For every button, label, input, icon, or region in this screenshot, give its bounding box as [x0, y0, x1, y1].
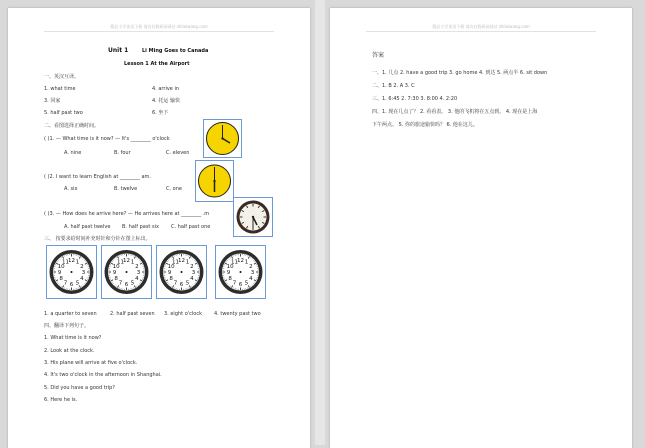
q3-option: B. half past six [122, 224, 159, 230]
answer-title: 答案 [372, 53, 384, 59]
svg-text:2: 2 [249, 264, 253, 270]
s4-item: 4. It's two o'clock in the afternoon in Shanghai. [44, 372, 162, 378]
s4-item: 6. Here he is. [44, 397, 77, 403]
s1-item: 1. what time [44, 86, 76, 92]
page-header: 精品小学英语下载 请访问数研园网站 zhileiwang.com [330, 24, 632, 30]
s4-item: 5. Did you have a good trip? [44, 385, 115, 391]
q1-option: B. four [114, 150, 131, 156]
svg-text:11: 11 [62, 260, 69, 266]
s4-item: 3. His plane will arrive at five o'clock. [44, 360, 137, 366]
svg-text:4: 4 [190, 276, 194, 282]
clock-image-four [203, 119, 242, 158]
svg-text:7: 7 [64, 280, 68, 286]
svg-text:10: 10 [113, 264, 120, 270]
page-gutter [315, 0, 325, 445]
svg-text:10: 10 [168, 264, 175, 270]
blank-clock-face [101, 245, 152, 299]
svg-text:6: 6 [70, 282, 74, 288]
answer-line: 下午两点。 5. 你的旅途愉快吗？ 6. 他在这儿。 [372, 122, 478, 128]
unit-name: Li Ming Goes to Canada [142, 48, 208, 54]
unit-title: Unit 1 [108, 48, 128, 54]
q1-option: A. nine [64, 150, 81, 156]
svg-text:5: 5 [131, 280, 135, 286]
q3-option: C. half past one [171, 224, 210, 230]
clock-image-half-past [233, 197, 273, 237]
s4-item: 1. What time is it now? [44, 335, 101, 341]
answer-line: 一、1. 几点 2. have a good trip 3. go home 4. 到达 5. 两点半 6. sit down [372, 70, 547, 76]
svg-text:12: 12 [237, 258, 244, 264]
s4-item: 2. Look at the clock. [44, 348, 95, 354]
worksheet-page [8, 8, 310, 448]
svg-text:1: 1 [76, 260, 80, 266]
svg-text:3: 3 [192, 270, 196, 276]
svg-text:3: 3 [251, 270, 255, 276]
clock-label: 1. a quarter to seven [44, 311, 97, 317]
svg-text:9: 9 [227, 270, 231, 276]
svg-text:4: 4 [249, 276, 253, 282]
blank-clock-face [215, 245, 266, 299]
svg-text:8: 8 [59, 276, 63, 282]
svg-text:9: 9 [113, 270, 117, 276]
svg-text:1: 1 [245, 260, 249, 266]
section-2-heading: 二、看图选择正确时间。 [44, 123, 99, 129]
svg-text:4: 4 [80, 276, 84, 282]
answer-page [330, 8, 632, 448]
svg-text:4: 4 [135, 276, 139, 282]
svg-text:11: 11 [231, 260, 238, 266]
q2-option: C. one [166, 186, 182, 192]
svg-text:7: 7 [233, 280, 237, 286]
svg-text:9: 9 [58, 270, 62, 276]
svg-text:11: 11 [117, 260, 124, 266]
clock-label: 4. twenty past two [214, 311, 261, 317]
svg-text:2: 2 [80, 264, 84, 270]
answer-line: 四、1. 现在几点了？ 2. 看看表。 3. 他的飞机将在五点到。 4. 现在是上海 [372, 109, 537, 115]
section-4-heading: 四、翻译下列句子。 [44, 323, 89, 329]
svg-text:12: 12 [123, 258, 130, 264]
svg-text:6: 6 [239, 282, 243, 288]
lesson-title: Lesson 1 At the Airport [124, 61, 190, 67]
answer-line: 三、1. 6:45 2. 7:30 3. 8:00 4. 2:20 [372, 96, 457, 102]
question-3: ( )3. — How does he arrive here? — He arrives here at ________ .m [44, 211, 209, 217]
clock-label: 3. eight o'clock [164, 311, 202, 317]
svg-text:12: 12 [178, 258, 185, 264]
svg-text:11: 11 [172, 260, 179, 266]
svg-text:5: 5 [186, 280, 190, 286]
svg-text:1: 1 [131, 260, 135, 266]
q1-option: C. eleven [166, 150, 189, 156]
svg-text:10: 10 [58, 264, 65, 270]
svg-text:3: 3 [137, 270, 141, 276]
svg-text:5: 5 [245, 280, 249, 286]
svg-text:2: 2 [135, 264, 139, 270]
section-3-heading: 三、 按要求给时间补充时针和分针在图上标出。 [44, 236, 151, 242]
svg-text:12: 12 [68, 258, 75, 264]
svg-text:5: 5 [76, 280, 80, 286]
svg-text:9: 9 [168, 270, 172, 276]
s1-item: 5. half past two [44, 110, 83, 116]
svg-text:8: 8 [114, 276, 118, 282]
blank-clock-face [46, 245, 97, 299]
svg-text:1: 1 [186, 260, 190, 266]
q2-option: B. twelve [114, 186, 137, 192]
header-divider [366, 31, 596, 32]
s1-item: 6. 坐下 [152, 110, 168, 116]
svg-text:2: 2 [190, 264, 194, 270]
q2-option: A. six [64, 186, 77, 192]
svg-text:7: 7 [119, 280, 123, 286]
blank-clock-face [156, 245, 207, 299]
answer-line: 二、1. B 2. A 3. C [372, 83, 415, 89]
s1-item: 4. arrive in [152, 86, 179, 92]
q3-option: A. half past twelve [64, 224, 110, 230]
clock-label: 2. half past seven [110, 311, 155, 317]
clock-image-six [195, 160, 234, 202]
svg-text:6: 6 [180, 282, 184, 288]
question-1: ( )1. — What time is it now? — It's ________ o'clock [44, 136, 170, 142]
svg-text:8: 8 [228, 276, 232, 282]
svg-text:3: 3 [82, 270, 86, 276]
question-2: ( )2. I want to learn English at ________ am. [44, 174, 151, 180]
page-header: 精品小学英语下载 请访问数研园网站 zhileiwang.com [8, 24, 310, 30]
header-divider [44, 31, 274, 32]
svg-text:7: 7 [174, 280, 178, 286]
section-1-heading: 一、英汉互译。 [44, 74, 79, 80]
svg-text:10: 10 [227, 264, 234, 270]
s1-item: 3. 回家 [44, 98, 60, 104]
svg-text:6: 6 [125, 282, 129, 288]
svg-text:8: 8 [169, 276, 173, 282]
s1-item: 4. 托运 输快 [152, 98, 180, 104]
